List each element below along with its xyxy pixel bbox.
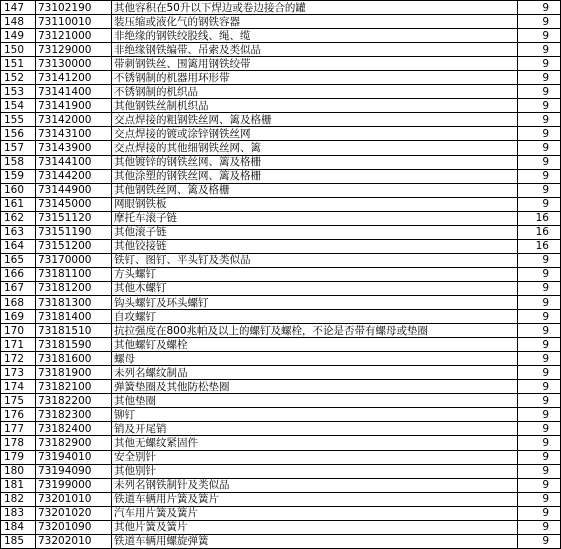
table-row bbox=[1, 450, 561, 464]
description-cell[interactable]: 铁道车辆用片簧及簧片 bbox=[112, 492, 518, 506]
row-number-cell[interactable]: 165 bbox=[1, 253, 36, 267]
description-cell[interactable]: 非绝缘钢铁编带、吊索及类似品 bbox=[112, 43, 518, 57]
table-row bbox=[1, 225, 561, 239]
description-cell[interactable]: 不锈钢制的机器用环形带 bbox=[112, 71, 518, 85]
hs-code-cell[interactable]: 73121000 bbox=[36, 29, 112, 43]
table-row bbox=[1, 295, 561, 309]
hs-code-cell[interactable]: 73129000 bbox=[36, 43, 112, 57]
table-row bbox=[1, 380, 561, 394]
rate-cell[interactable]: 9 bbox=[518, 281, 561, 295]
table-row bbox=[1, 492, 561, 506]
table-row bbox=[1, 338, 561, 352]
rate-cell[interactable]: 9 bbox=[518, 394, 561, 408]
hs-code-cell[interactable]: 73170000 bbox=[36, 253, 112, 267]
hs-code-cell[interactable]: 73202010 bbox=[36, 534, 112, 548]
row-number-cell[interactable]: 185 bbox=[1, 534, 36, 548]
row-number-cell[interactable]: 171 bbox=[1, 338, 36, 352]
description-cell[interactable]: 其他螺钉及螺栓 bbox=[112, 338, 518, 352]
row-number-cell[interactable]: 155 bbox=[1, 113, 36, 127]
hs-code-cell[interactable]: 73181100 bbox=[36, 267, 112, 281]
hs-code-cell[interactable]: 73102190 bbox=[36, 1, 112, 15]
row-number-cell[interactable]: 173 bbox=[1, 366, 36, 380]
rate-cell[interactable]: 9 bbox=[518, 380, 561, 394]
row-number-cell[interactable]: 175 bbox=[1, 394, 36, 408]
rate-cell[interactable]: 9 bbox=[518, 127, 561, 141]
table-row bbox=[1, 436, 561, 450]
table-row bbox=[1, 211, 561, 225]
rate-cell[interactable]: 9 bbox=[518, 506, 561, 520]
table-row bbox=[1, 352, 561, 366]
description-cell[interactable]: 自攻螺钉 bbox=[112, 310, 518, 324]
rate-cell[interactable]: 9 bbox=[518, 534, 561, 548]
description-cell[interactable]: 铁钉、图钉、平头钉及类似品 bbox=[112, 253, 518, 267]
description-cell[interactable]: 其他木螺钉 bbox=[112, 281, 518, 295]
description-cell[interactable]: 其他钢铁丝制机织品 bbox=[112, 99, 518, 113]
row-number-cell[interactable]: 147 bbox=[1, 1, 36, 15]
rate-cell[interactable]: 9 bbox=[518, 520, 561, 534]
row-number-cell[interactable]: 163 bbox=[1, 225, 36, 239]
rate-cell[interactable]: 9 bbox=[518, 155, 561, 169]
description-cell[interactable]: 交点焊接的镀或涂锌钢铁丝网 bbox=[112, 127, 518, 141]
row-number-cell[interactable]: 184 bbox=[1, 520, 36, 534]
description-cell[interactable]: 其他镀锌的钢铁丝网、篱及格栅 bbox=[112, 155, 518, 169]
rate-cell[interactable]: 16 bbox=[518, 239, 561, 253]
hs-code-cell[interactable]: 73141900 bbox=[36, 99, 112, 113]
description-cell[interactable]: 带刺钢铁丝、围篱用钢铁绞带 bbox=[112, 57, 518, 71]
rate-cell[interactable]: 9 bbox=[518, 197, 561, 211]
row-number-cell[interactable]: 167 bbox=[1, 281, 36, 295]
hs-code-cell[interactable]: 73151120 bbox=[36, 211, 112, 225]
row-number-cell[interactable]: 180 bbox=[1, 464, 36, 478]
rate-cell[interactable]: 9 bbox=[518, 253, 561, 267]
row-number-cell[interactable]: 181 bbox=[1, 478, 36, 492]
row-number-cell[interactable]: 183 bbox=[1, 506, 36, 520]
row-number-cell[interactable]: 160 bbox=[1, 183, 36, 197]
rate-cell[interactable]: 9 bbox=[518, 71, 561, 85]
description-cell[interactable]: 其他别针 bbox=[112, 464, 518, 478]
row-number-cell[interactable]: 170 bbox=[1, 324, 36, 338]
description-cell[interactable]: 钩头螺钉及环头螺钉 bbox=[112, 295, 518, 309]
table-row bbox=[1, 366, 561, 380]
hs-code-cell[interactable]: 73194090 bbox=[36, 464, 112, 478]
description-cell[interactable]: 其他铰接链 bbox=[112, 239, 518, 253]
description-cell[interactable]: 安全别针 bbox=[112, 450, 518, 464]
hs-code-cell[interactable]: 73110010 bbox=[36, 15, 112, 29]
description-cell[interactable]: 其他钢铁丝网、篱及格栅 bbox=[112, 183, 518, 197]
rate-cell[interactable]: 9 bbox=[518, 338, 561, 352]
hs-code-cell[interactable]: 73143900 bbox=[36, 141, 112, 155]
table-row bbox=[1, 85, 561, 99]
table-row bbox=[1, 408, 561, 422]
row-number-cell[interactable]: 154 bbox=[1, 99, 36, 113]
row-number-cell[interactable]: 159 bbox=[1, 169, 36, 183]
rate-cell[interactable]: 9 bbox=[518, 422, 561, 436]
row-number-cell[interactable]: 152 bbox=[1, 71, 36, 85]
table-row bbox=[1, 520, 561, 534]
description-cell[interactable]: 汽车用片簧及簧片 bbox=[112, 506, 518, 520]
hs-code-cell[interactable]: 73144200 bbox=[36, 169, 112, 183]
hs-code-cell[interactable]: 73181590 bbox=[36, 338, 112, 352]
rate-cell[interactable]: 9 bbox=[518, 295, 561, 309]
rate-cell[interactable]: 9 bbox=[518, 478, 561, 492]
row-number-cell[interactable]: 177 bbox=[1, 422, 36, 436]
table-row bbox=[1, 506, 561, 520]
description-cell[interactable]: 抗拉强度在800兆帕及以上的螺钉及螺栓，不论是否带有螺母或垫圈 bbox=[112, 324, 518, 338]
table-row bbox=[1, 253, 561, 267]
table-body bbox=[1, 1, 561, 549]
rate-cell[interactable]: 9 bbox=[518, 85, 561, 99]
table-row bbox=[1, 239, 561, 253]
rate-cell[interactable]: 9 bbox=[518, 408, 561, 422]
rate-cell[interactable]: 9 bbox=[518, 99, 561, 113]
row-number-cell[interactable]: 158 bbox=[1, 155, 36, 169]
table-row bbox=[1, 422, 561, 436]
description-cell[interactable]: 未列名螺纹制品 bbox=[112, 366, 518, 380]
table-row bbox=[1, 464, 561, 478]
description-cell[interactable]: 网眼钢铁板 bbox=[112, 197, 518, 211]
row-number-cell[interactable]: 178 bbox=[1, 436, 36, 450]
row-number-cell[interactable]: 179 bbox=[1, 450, 36, 464]
row-number-cell[interactable]: 162 bbox=[1, 211, 36, 225]
hs-code-cell[interactable]: 73181900 bbox=[36, 366, 112, 380]
hs-code-cell[interactable]: 73199000 bbox=[36, 478, 112, 492]
row-number-cell[interactable]: 161 bbox=[1, 197, 36, 211]
rate-cell[interactable]: 9 bbox=[518, 464, 561, 478]
table-row bbox=[1, 197, 561, 211]
hs-code-cell[interactable]: 73145000 bbox=[36, 197, 112, 211]
table-row bbox=[1, 15, 561, 29]
rate-cell[interactable]: 9 bbox=[518, 1, 561, 15]
description-cell[interactable]: 铁道车辆用螺旋弹簧 bbox=[112, 534, 518, 548]
hs-code-cell[interactable]: 73151190 bbox=[36, 225, 112, 239]
table-row bbox=[1, 43, 561, 57]
description-cell[interactable]: 未列名钢铁制针及类似品 bbox=[112, 478, 518, 492]
row-number-cell[interactable]: 148 bbox=[1, 15, 36, 29]
rate-cell[interactable]: 9 bbox=[518, 366, 561, 380]
row-number-cell[interactable]: 149 bbox=[1, 29, 36, 43]
table-row bbox=[1, 141, 561, 155]
rate-cell[interactable]: 9 bbox=[518, 43, 561, 57]
hs-code-cell[interactable]: 73181400 bbox=[36, 310, 112, 324]
rate-cell[interactable]: 9 bbox=[518, 15, 561, 29]
row-number-cell[interactable]: 164 bbox=[1, 239, 36, 253]
table-row bbox=[1, 127, 561, 141]
hs-code-cell[interactable]: 73143100 bbox=[36, 127, 112, 141]
description-cell[interactable]: 方头螺钉 bbox=[112, 267, 518, 281]
rate-cell[interactable]: 9 bbox=[518, 113, 561, 127]
description-cell[interactable]: 弹簧垫圈及其他防松垫圈 bbox=[112, 380, 518, 394]
description-cell[interactable]: 螺母 bbox=[112, 352, 518, 366]
table-row bbox=[1, 324, 561, 338]
hs-code-cell[interactable]: 73141200 bbox=[36, 71, 112, 85]
rate-cell[interactable]: 9 bbox=[518, 324, 561, 338]
table-row bbox=[1, 113, 561, 127]
description-cell[interactable]: 其他片簧及簧片 bbox=[112, 520, 518, 534]
description-cell[interactable]: 其他滚子链 bbox=[112, 225, 518, 239]
rate-cell[interactable]: 9 bbox=[518, 352, 561, 366]
table-row bbox=[1, 394, 561, 408]
row-number-cell[interactable]: 150 bbox=[1, 43, 36, 57]
rate-cell[interactable]: 16 bbox=[518, 225, 561, 239]
table-row bbox=[1, 57, 561, 71]
hs-code-cell[interactable]: 73201090 bbox=[36, 520, 112, 534]
table-row bbox=[1, 267, 561, 281]
table-row bbox=[1, 169, 561, 183]
rate-cell[interactable]: 9 bbox=[518, 310, 561, 324]
table-row bbox=[1, 310, 561, 324]
row-number-cell[interactable]: 172 bbox=[1, 352, 36, 366]
row-number-cell[interactable]: 168 bbox=[1, 295, 36, 309]
description-cell[interactable]: 铆钉 bbox=[112, 408, 518, 422]
hs-code-cell[interactable]: 73182400 bbox=[36, 422, 112, 436]
table-row bbox=[1, 478, 561, 492]
rate-cell[interactable]: 9 bbox=[518, 267, 561, 281]
hs-code-cell[interactable]: 73181510 bbox=[36, 324, 112, 338]
row-number-cell[interactable]: 151 bbox=[1, 57, 36, 71]
hs-code-cell[interactable]: 73141400 bbox=[36, 85, 112, 99]
table-row bbox=[1, 29, 561, 43]
description-cell[interactable]: 其他涂塑的钢铁丝网、篱及格栅 bbox=[112, 169, 518, 183]
description-cell[interactable]: 交点焊接的粗钢铁丝网、篱及格栅 bbox=[112, 113, 518, 127]
rate-cell[interactable]: 9 bbox=[518, 450, 561, 464]
description-cell[interactable]: 摩托车滚子链 bbox=[112, 211, 518, 225]
hs-code-cell[interactable]: 73181200 bbox=[36, 281, 112, 295]
hs-code-cell[interactable]: 73130000 bbox=[36, 57, 112, 71]
rate-cell[interactable]: 9 bbox=[518, 29, 561, 43]
rate-cell[interactable]: 16 bbox=[518, 211, 561, 225]
description-cell[interactable]: 销及开尾销 bbox=[112, 422, 518, 436]
table-row bbox=[1, 281, 561, 295]
table-row bbox=[1, 534, 561, 548]
row-number-cell[interactable]: 176 bbox=[1, 408, 36, 422]
rate-cell[interactable]: 9 bbox=[518, 436, 561, 450]
table-row bbox=[1, 71, 561, 85]
hs-code-cell[interactable]: 73151200 bbox=[36, 239, 112, 253]
description-cell[interactable]: 交点焊接的其他细钢铁丝网、篱 bbox=[112, 141, 518, 155]
description-cell[interactable]: 其他无螺纹紧固件 bbox=[112, 436, 518, 450]
row-number-cell[interactable]: 182 bbox=[1, 492, 36, 506]
row-number-cell[interactable]: 156 bbox=[1, 127, 36, 141]
hs-code-cell[interactable]: 73182200 bbox=[36, 394, 112, 408]
hs-code-cell[interactable]: 73194010 bbox=[36, 450, 112, 464]
rate-cell[interactable]: 9 bbox=[518, 141, 561, 155]
hs-code-cell[interactable]: 73182300 bbox=[36, 408, 112, 422]
description-cell[interactable]: 非绝缘的钢铁绞股线、绳、缆 bbox=[112, 29, 518, 43]
rate-cell[interactable]: 9 bbox=[518, 57, 561, 71]
description-cell[interactable]: 不锈钢制的机织品 bbox=[112, 85, 518, 99]
row-number-cell[interactable]: 153 bbox=[1, 85, 36, 99]
hs-code-cell[interactable]: 73181600 bbox=[36, 352, 112, 366]
hs-code-cell[interactable]: 73181300 bbox=[36, 295, 112, 309]
row-number-cell[interactable]: 169 bbox=[1, 310, 36, 324]
row-number-cell[interactable]: 157 bbox=[1, 141, 36, 155]
description-cell[interactable]: 其他垫圈 bbox=[112, 394, 518, 408]
table-row bbox=[1, 183, 561, 197]
hs-code-cell[interactable]: 73201020 bbox=[36, 506, 112, 520]
hs-code-cell[interactable]: 73144900 bbox=[36, 183, 112, 197]
description-cell[interactable]: 其他容积在50升以下焊边或卷边接合的罐 bbox=[112, 1, 518, 15]
hs-code-cell[interactable]: 73182100 bbox=[36, 380, 112, 394]
rate-cell[interactable]: 9 bbox=[518, 183, 561, 197]
hs-code-cell[interactable]: 73182900 bbox=[36, 436, 112, 450]
hs-code-cell[interactable]: 73201010 bbox=[36, 492, 112, 506]
table-row bbox=[1, 155, 561, 169]
description-cell[interactable]: 装压缩或液化气的钢铁容器 bbox=[112, 15, 518, 29]
table-row bbox=[1, 1, 561, 15]
rate-cell[interactable]: 9 bbox=[518, 492, 561, 506]
hs-code-cell[interactable]: 73144100 bbox=[36, 155, 112, 169]
row-number-cell[interactable]: 166 bbox=[1, 267, 36, 281]
table-row bbox=[1, 99, 561, 113]
rate-cell[interactable]: 9 bbox=[518, 169, 561, 183]
row-number-cell[interactable]: 174 bbox=[1, 380, 36, 394]
hs-code-cell[interactable]: 73142000 bbox=[36, 113, 112, 127]
